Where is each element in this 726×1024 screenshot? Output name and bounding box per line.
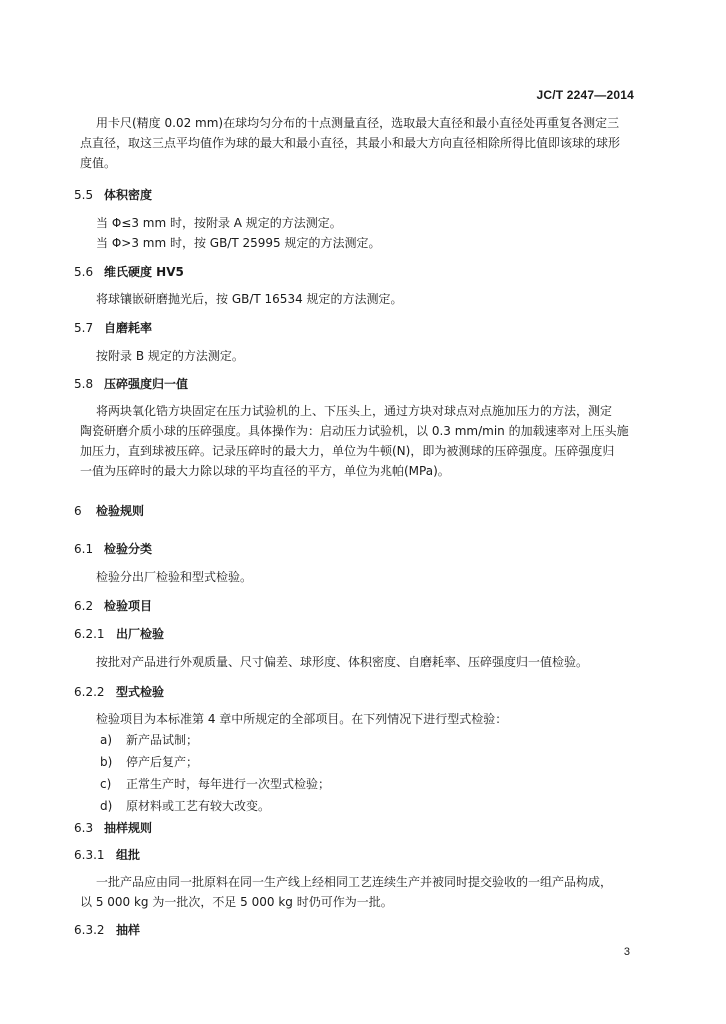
- section-heading-5-6: [74, 262, 184, 282]
- section-title: 维氏硬度 HV5: [104, 265, 184, 279]
- list-item: [100, 729, 330, 751]
- section-title: 压碎强度归一值: [104, 377, 189, 391]
- section-body-5-7: [96, 346, 636, 366]
- list: [100, 729, 330, 817]
- text-line: 点直径，取这三点平均值作为球的最大和最小直径，其最小和最大方向直径相除所得比值即该球的球形: [80, 136, 621, 150]
- list-marker: d): [100, 799, 113, 813]
- text-line: 将球镶嵌研磨抛光后，按 GB/T 16534 规定的方法测定。: [96, 292, 403, 306]
- section-number: 5.6: [74, 265, 94, 279]
- section-body-5-8: [80, 401, 640, 481]
- list-marker: a): [100, 733, 113, 747]
- section-title: 型式检验: [116, 685, 165, 699]
- section-number: 6.1: [74, 542, 94, 556]
- text-line: 检验分出厂检验和型式检验。: [96, 570, 253, 584]
- section-heading-6-3: [74, 818, 152, 838]
- text-line: 当 Φ≤3 mm 时，按附录 A 规定的方法测定。: [96, 216, 342, 230]
- section-heading-6-2-1: [74, 624, 164, 644]
- text-line: 加压力，直到球被压碎。记录压碎时的最大力，单位为牛顿(N)，即为被测球的压碎强度。压碎强度归: [80, 444, 615, 458]
- text-line: 按附录 B 规定的方法测定。: [96, 349, 244, 363]
- section-title: 抽样: [116, 923, 141, 937]
- section-heading-6-3-1: [74, 845, 140, 865]
- section-heading-6-1: [74, 539, 152, 559]
- text-line: 一批产品应由同一批原料在同一生产线上经相同工艺连续生产并被同时提交验收的一组产品构成，: [96, 875, 613, 889]
- list-item-text: 原材料或工艺有较大改变。: [126, 799, 271, 813]
- text-line: 一值为压碎时的最大力除以球的平均直径的平方，单位为兆帕(MPa)。: [80, 464, 450, 478]
- text-line: 检验项目为本标准第 4 章中所规定的全部项目。在下列情况下进行型式检验：: [96, 712, 508, 726]
- section-body-6-2-2: [96, 709, 636, 729]
- section-body-6-3-1: [80, 872, 640, 912]
- text-line: 将两块氧化锆方块固定在压力试验机的上、下压头上，通过方块对球点对点施加压力的方法，测定: [96, 404, 613, 418]
- text-line: 当 Φ>3 mm 时，按 GB/T 25995 规定的方法测定。: [96, 236, 381, 250]
- section-heading-5-7: [74, 318, 152, 338]
- section-number: 6.3.1: [74, 848, 105, 862]
- section-title: 自磨耗率: [104, 321, 153, 335]
- section-title: 抽样规则: [104, 821, 153, 835]
- section-title: 出厂检验: [116, 627, 165, 641]
- section-body-5-6: [96, 289, 636, 309]
- section-heading-6-2: [74, 596, 152, 616]
- section-number: 5.5: [74, 188, 94, 202]
- list-item-text: 正常生产时，每年进行一次型式检验；: [126, 777, 331, 791]
- section-heading-5-8: [74, 374, 188, 394]
- section-title: 检验规则: [96, 504, 145, 518]
- section-number: 5.7: [74, 321, 94, 335]
- text-line: 用卡尺(精度 0.02 mm)在球均匀分布的十点测量直径，选取最大直径和最小直径处再重复各测定三: [96, 116, 620, 130]
- section-heading-6-3-2: [74, 920, 140, 940]
- section-title: 组批: [116, 848, 141, 862]
- section-number: 6.2.1: [74, 627, 105, 641]
- section-heading-6-2-2: [74, 682, 164, 702]
- section-body-6-2-1: [96, 652, 636, 672]
- section-number: 6.2.2: [74, 685, 105, 699]
- list-item: [100, 773, 330, 795]
- section-heading-5-5: [74, 185, 152, 205]
- section-number: 6.3: [74, 821, 94, 835]
- section-title: 体积密度: [104, 188, 153, 202]
- list-marker: b): [100, 755, 113, 769]
- text-line: 度值。: [80, 156, 117, 170]
- list-item: [100, 751, 330, 773]
- section-title: 检验项目: [104, 599, 153, 613]
- standard-code: JC/T 2247—2014: [536, 88, 634, 102]
- list-marker: c): [100, 777, 112, 791]
- section-body-6-1: [96, 567, 636, 587]
- section-body-5-5: [96, 213, 636, 253]
- list-item: [100, 795, 330, 817]
- text-line: 按批对产品进行外观质量、尺寸偏差、球形度、体积密度、自磨耗率、压碎强度归一值检验。: [96, 655, 589, 669]
- section-number: 6: [74, 504, 82, 518]
- text-line: 以 5 000 kg 为一批次，不足 5 000 kg 时仍可作为一批。: [80, 895, 393, 909]
- section-heading-6: [74, 501, 144, 521]
- list-item-text: 停产后复产；: [126, 755, 199, 769]
- section-number: 6.2: [74, 599, 94, 613]
- section-number: 5.8: [74, 377, 94, 391]
- section-number: 6.3.2: [74, 923, 105, 937]
- intro-paragraph: [80, 113, 640, 173]
- text-line: 陶瓷研磨介质小球的压碎强度。具体操作为：启动压力试验机，以 0.3 mm/min 的加载速率对上压头施: [80, 424, 629, 438]
- list-item-text: 新产品试制；: [126, 733, 199, 747]
- section-title: 检验分类: [104, 542, 153, 556]
- page-number: 3: [623, 946, 630, 958]
